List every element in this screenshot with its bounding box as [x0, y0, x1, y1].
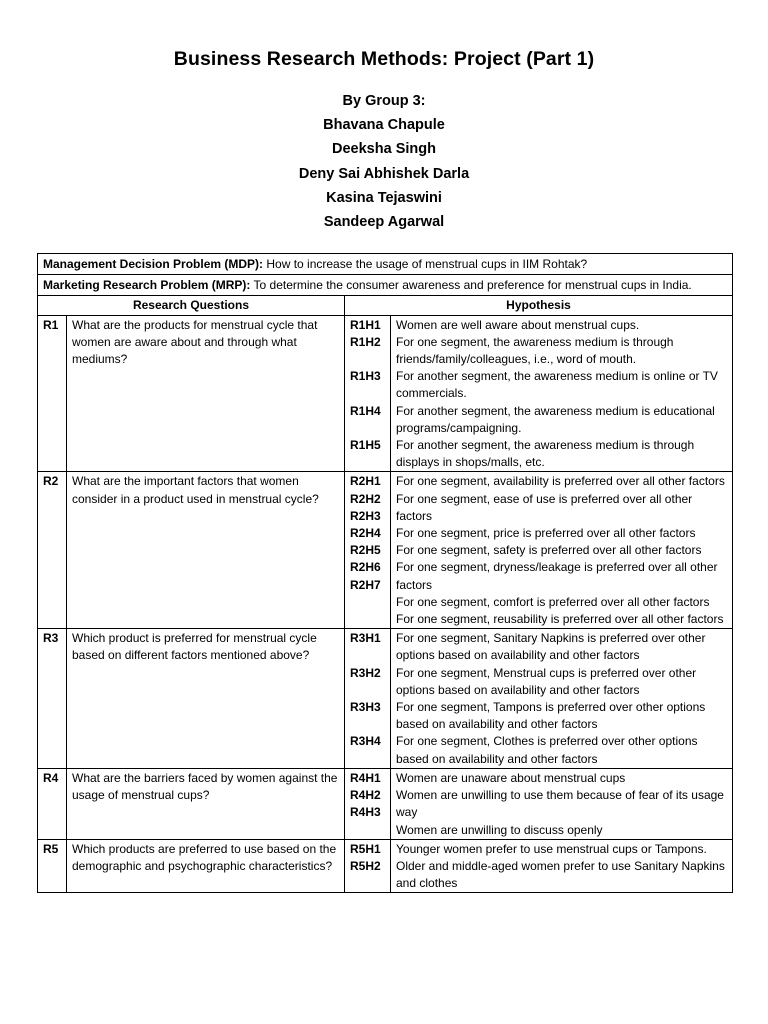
table-row: [38, 768, 733, 839]
hypothesis-header: Hypothesis: [345, 296, 733, 315]
hypothesis-text: For one segment, dryness/leakage is preferred over all other factors: [396, 560, 718, 592]
hypothesis-codes: [345, 472, 391, 629]
hypothesis-text: For another segment, the awareness medium is online or TV commercials.: [396, 369, 718, 401]
hypothesis-list: [391, 839, 733, 893]
hypothesis-code: R4H1: [350, 770, 381, 785]
hypothesis-code: R3H1: [350, 631, 381, 646]
mrp-label: Marketing Research Problem (MRP):: [43, 278, 251, 293]
research-table: [37, 253, 733, 893]
spacer: [350, 420, 390, 437]
spacer: [350, 716, 390, 733]
hypothesis-text: For one segment, Tampons is preferred over other options based on availability and other factors: [396, 700, 706, 732]
question-text: What are the important factors that women consider in a product used in menstrual cycle?: [67, 472, 345, 629]
spacer: [350, 682, 390, 699]
question-id: R1: [38, 315, 67, 472]
hypothesis-list: [391, 472, 733, 629]
spacer: [350, 385, 390, 402]
hypothesis-code: R5H1: [350, 841, 381, 856]
hypothesis-code: R1H5: [350, 437, 381, 452]
member-name: Deny Sai Abhishek Darla: [298, 165, 470, 182]
hypothesis-text: For one segment, safety is preferred over all other factors: [396, 543, 702, 558]
hypothesis-code: R3H2: [350, 665, 381, 680]
hypothesis-text: For one segment, reusability is preferred over all other factors: [396, 612, 724, 627]
hypothesis-list: [391, 768, 733, 839]
hypothesis-code: R1H3: [350, 369, 381, 384]
hypothesis-text: For another segment, the awareness medium is through displays in shops/malls, etc.: [396, 438, 695, 470]
question-text: Which product is preferred for menstrual cycle based on different factors mentioned above?: [67, 629, 345, 769]
hypothesis-text: For one segment, ease of use is preferred over all other factors: [396, 491, 693, 523]
hypothesis-code: R4H2: [350, 788, 381, 803]
hypothesis-text: For one segment, the awareness medium is through friends/family/colleagues, i.e., word of mouth.: [396, 334, 674, 367]
hypothesis-code: R2H5: [350, 543, 381, 558]
table-row: [38, 839, 733, 893]
member-name: Sandeep Agarwal: [323, 214, 445, 231]
mdp-label: Management Decision Problem (MDP):: [43, 257, 264, 271]
member-name: Deeksha Singh: [332, 141, 436, 158]
mrp-text: To determine the consumer awareness and preference for menstrual cups in India.: [250, 278, 692, 293]
question-text: What are the products for menstrual cycle that women are aware about and through what mediums?: [67, 315, 345, 472]
hypothesis-text: Women are unaware about menstrual cups: [396, 770, 626, 785]
hypothesis-code: R2H7: [350, 577, 381, 592]
hypothesis-code: R2H2: [350, 491, 381, 506]
table-header-row: [38, 296, 733, 315]
hypothesis-codes: [345, 839, 391, 893]
hypothesis-code: R1H4: [350, 403, 381, 418]
hypothesis-code: R2H1: [350, 474, 381, 489]
author-list: [0, 89, 768, 234]
document-title: Business Research Methods: Project (Part 1): [173, 48, 595, 70]
mrp-cell: [38, 275, 733, 296]
hypothesis-code: R2H4: [350, 526, 381, 541]
hypothesis-text: Women are unwilling to use them because of fear of its usage way: [396, 788, 724, 820]
question-id: R4: [38, 768, 67, 839]
question-text: Which products are preferred to use based on the demographic and psychographic characteristics?: [67, 839, 345, 893]
hypothesis-code: R2H3: [350, 508, 381, 523]
spacer: [350, 351, 390, 368]
mdp-row: [38, 254, 733, 275]
hypothesis-text: For one segment, Clothes is preferred over other options based on availability and other factors: [396, 734, 698, 766]
question-text: What are the barriers faced by women against the usage of menstrual cups?: [67, 768, 345, 839]
hypothesis-text: Older and middle-aged women prefer to use Sanitary Napkins and clothes: [396, 858, 725, 891]
mdp-text: How to increase the usage of menstrual cups in IIM Rohtak?: [263, 257, 588, 271]
hypothesis-text: For one segment, comfort is preferred over all other factors: [396, 594, 710, 609]
question-id: R3: [38, 629, 67, 769]
hypothesis-code: R3H3: [350, 700, 381, 715]
questions-header: Research Questions: [38, 296, 345, 315]
hypothesis-text: For one segment, Menstrual cups is preferred over other options based on availability and other factors: [396, 665, 697, 697]
hypothesis-text: For another segment, the awareness medium is educational programs/campaigning.: [396, 403, 715, 435]
member-name: Bhavana Chapule: [323, 117, 445, 134]
question-id: R2: [38, 472, 67, 629]
hypothesis-code: R2H6: [350, 560, 381, 575]
hypothesis-code: R4H3: [350, 805, 381, 820]
hypothesis-code: R5H2: [350, 858, 381, 873]
hypothesis-code: R1H1: [350, 317, 381, 332]
hypothesis-code: R3H4: [350, 734, 381, 749]
hypothesis-text: For one segment, availability is preferred over all other factors: [396, 474, 725, 489]
hypothesis-codes: [345, 315, 391, 472]
mdp-cell: [38, 254, 733, 275]
group-line: By Group 3:: [342, 93, 426, 109]
hypothesis-text: For one segment, price is preferred over all other factors: [396, 526, 696, 541]
hypothesis-list: [391, 315, 733, 472]
table-row: [38, 315, 733, 472]
mrp-row: [38, 275, 733, 296]
hypothesis-codes: [345, 629, 391, 769]
hypothesis-text: For one segment, Sanitary Napkins is preferred over other options based on availability and other factors: [396, 631, 706, 663]
member-name: Kasina Tejaswini: [326, 189, 442, 206]
question-id: R5: [38, 839, 67, 893]
hypothesis-text: Women are well aware about menstrual cups.: [396, 317, 640, 332]
hypothesis-text: Women are unwilling to discuss openly: [396, 822, 603, 837]
hypothesis-list: [391, 629, 733, 769]
table-row: [38, 472, 733, 629]
table-row: [38, 629, 733, 769]
hypothesis-text: Younger women prefer to use menstrual cups or Tampons.: [396, 841, 707, 856]
hypothesis-codes: [345, 768, 391, 839]
spacer: [350, 647, 390, 664]
hypothesis-code: R1H2: [350, 334, 381, 349]
